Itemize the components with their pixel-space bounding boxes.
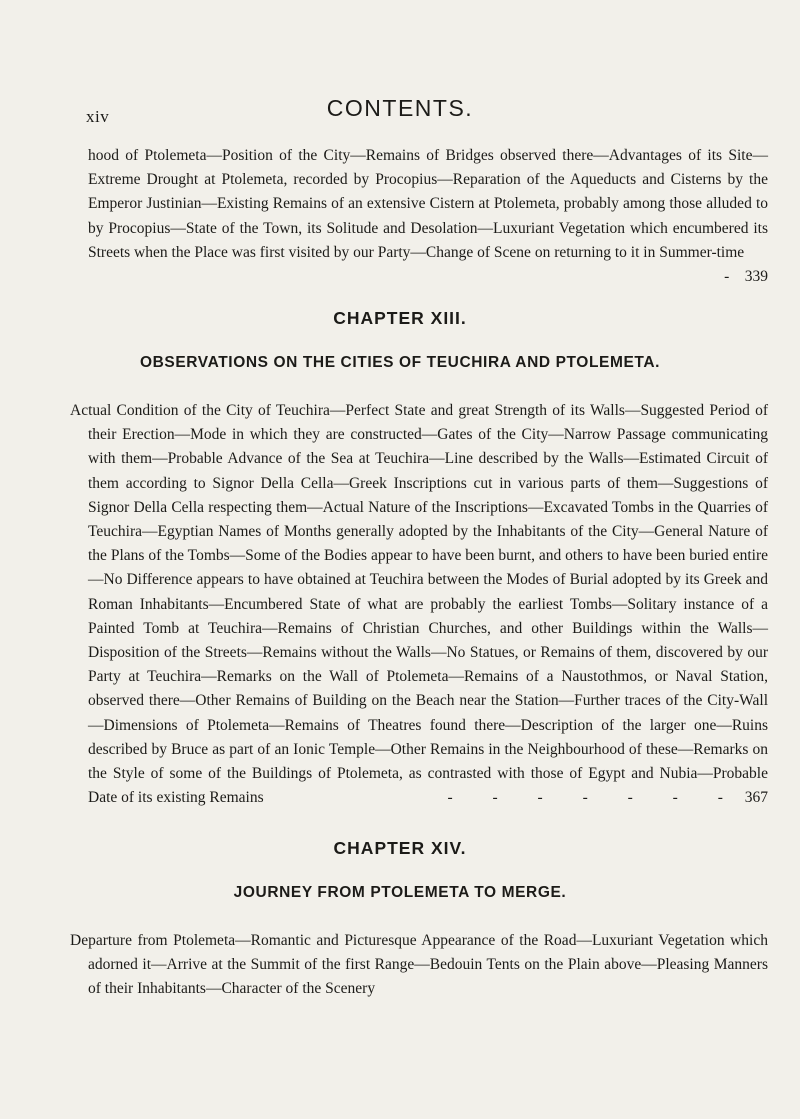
chapter-subheading: JOURNEY FROM PTOLEMETA TO MERGE. [233,884,567,901]
chapter-subheading: OBSERVATIONS ON THE CITIES OF TEUCHIRA AND PTOLEMETA. [139,354,661,371]
continuation-page-number: 339 [744,268,768,286]
running-head [0,95,800,135]
continuation-leader: - [724,268,730,286]
chapter-heading: CHAPTER XIV. [333,838,467,858]
chapter-summary-text: Actual Condition of the City of Teuchira—Perfect State and great Strength of its Walls—Suggested Period of their Erection—Mode in which they are constructed—Gates of the City—Narrow Passage communicating with them—Probable Advance of the Sea at Teuchira—Line described by the Walls—Estimated Circuit of them according to Signor Della Cella—Greek Inscriptions cut in various parts of them—Suggestions of Signor Della Cella respecting them—Actual Nature of the Inscriptions—Excavated Tombs in the Quarries of Teuchira—Egyptian Names of Months generally adopted by the Inhabitants of the City—General Nature of the Plans of the Tombs—Some of the Bodies appear to have been burnt, and others to have been buried entire—No Difference appears to have obtained at Teuchira between the Modes of Burial adopted by its Greek and Roman Inhabitants—Encumbered State of what are probably the earliest Tombs—Solitary instance of a Painted Tomb at Teuchira—Remains of Christian Churches, and other Buildings within the Walls—Disposition of the Streets—Remains without the Walls—No Statues, or Remains of them, discovered by our Party at Teuchira—Remarks on the Wall of Ptolemeta—Remains of a Naustothmos, or Naval Station, observed there—Other Remains of Building on the Beach near the Station—Further traces of the City-Wall—Dimensions of Ptolemeta—Remains of Theatres found there—Description of the larger one—Ruins described by Bruce as part of an Ionic Temple—Other Remains in the Neighbourhood of these—Remarks on the Style of some of the Buildings of Ptolemeta, as contrasted with those of Egypt and Nubia—Probable Date of its existing Remains [70,402,768,807]
chapter-summary-text: Departure from Ptolemeta—Romantic and Picturesque Appearance of the Road—Luxuriant Vegetation which adorned it—Arrive at the Summit of the first Range—Bedouin Tents on the Plain above—Pleasing Manners of their Inhabitants—Character of the Scenery [70,932,768,998]
chapter-heading: CHAPTER XIII. [333,308,467,328]
continuation-entry [88,144,768,289]
chapter-page-number: 367 [744,789,768,807]
continuation-text: hood of Ptolemeta—Position of the City—Remains of Bridges observed there—Advantages of its Site—Extreme Drought at Ptolemeta, recorded by Procopius—Reparation of the Aqueducts and Cisterns by the Emperor Justinian—Existing Remains of an extensive Cistern at Ptolemeta, probably among those alluded to by Procopius—State of the Town, its Solitude and Desolation—Luxuriant Vegetation which encumbered its Streets when the Place was first visited by our Party—Change of Scene on returning to it in Summer-time [88,147,768,261]
page-title: CONTENTS. [326,95,474,121]
chapter-leader: - - - - - - - [447,789,741,807]
chapter-page-ref [447,786,768,810]
continuation-page-ref [716,265,768,289]
chapter-summary [70,399,768,810]
chapter-summary [70,929,768,1002]
page-number: xiv [86,107,110,126]
